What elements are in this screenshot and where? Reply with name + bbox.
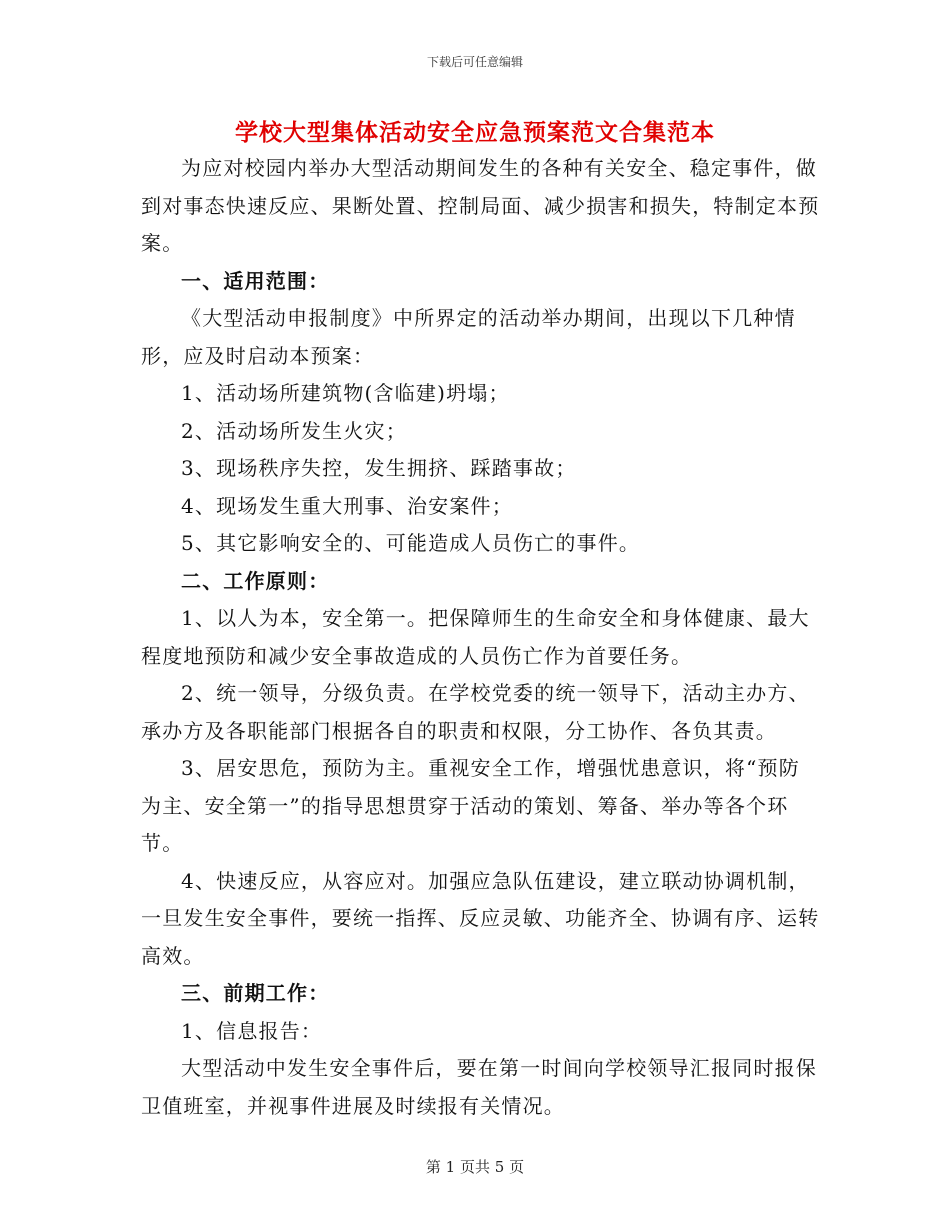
header-note: 下载后可任意编辑 [426, 55, 523, 69]
preparation-paragraph: 大型活动中发生安全事件后，要在第一时间向学校领导汇报同时报保卫值班室，并视事件进展及时续报有关情况。 [141, 1056, 817, 1118]
section-heading-preparation: 三、前期工作： [181, 981, 330, 1005]
page-indicator: 第 1 页共 5 页 [425, 1158, 525, 1176]
principle-item-4: 4、快速反应，从容应对。加强应急队伍建设，建立联动协调机制，一旦发生安全事件，要统一指挥、反应灵敏、功能齐全、协调有序、运转高效。 [141, 868, 820, 968]
document-title: 学校大型集体活动安全应急预案范文合集范本 [235, 119, 715, 146]
section-heading-principles: 二、工作原则： [181, 568, 330, 593]
scope-item-5: 5、其它影响安全的、可能造成人员伤亡的事件。 [181, 531, 641, 555]
intro-paragraph: 为应对校园内举办大型活动期间发生的各种有关安全、稳定事件，做到对事态快速反应、果断处置、控制局面、减少损害和损失，特制定本预案。 [141, 156, 820, 255]
principle-item-3: 3、居安思危，预防为主。重视安全工作，增强忧患意识，将“预防为主、安全第一”的指导思想贯穿于活动的策划、筹备、举办等各个环节。 [141, 756, 800, 855]
preparation-item-1: 1、信息报告： [181, 1018, 323, 1043]
principle-item-1: 1、以人为本，安全第一。把保障师生的生命安全和身体健康、最大程度地预防和减少安全事故造成的人员伤亡作为首要任务。 [141, 606, 810, 668]
scope-item-4: 4、现场发生重大刑事、治安案件； [181, 493, 513, 518]
scope-item-3: 3、现场秩序失控，发生拥挤、踩踏事故； [181, 456, 577, 480]
section-heading-scope: 一、适用范围： [181, 268, 330, 293]
document-body [141, 150, 821, 1125]
scope-item-1: 1、活动场所建筑物(含临建)坍塌； [181, 381, 510, 405]
scope-paragraph: 《大型活动申报制度》中所界定的活动举办期间，出现以下几种情形，应及时启动本预案： [141, 306, 796, 368]
scope-item-2: 2、活动场所发生火灾； [181, 418, 407, 443]
principle-item-2: 2、统一领导，分级负责。在学校党委的统一领导下，活动主办方、承办方及各职能部门根据各自的职责和权限，分工协作、各负其责。 [141, 681, 810, 743]
